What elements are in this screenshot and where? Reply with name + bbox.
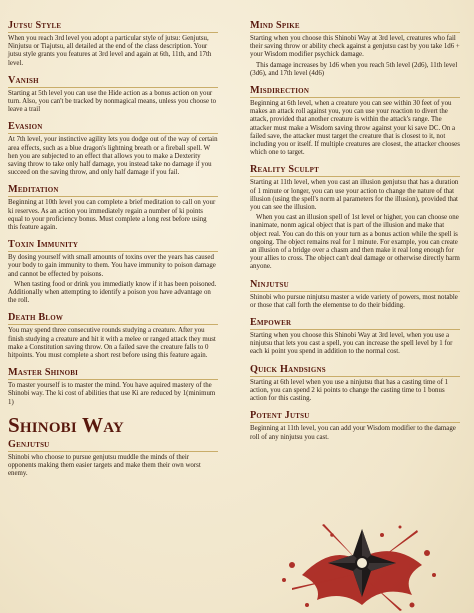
paragraph: Beginning at 10th level you can complete a brief meditation to call on your ki reserves. As an action you immediately regain a number of ki points equal to your proficiency bonus. Must complete a long rest before using this feature again. xyxy=(8,199,216,232)
left-column xyxy=(8,20,218,486)
paragraph: By dosing yourself with small amounts of toxins over the years has caused your body to gain immunity to them. You have immunity to poison damage and cannot be effected by poisons. xyxy=(8,254,216,278)
paragraph: When you cast an illusion spell of 1st level or higher, you can choose one inanimate, nonm agical object that is part of the illusion and make that object real. You can do this on your turn as a bonus action while the spell is ongoing. The object remains real for 1 minute. For example, you can create an illusion of a bridge over a chasm and then make it real long enough for your allies to cross. The object can't deal damage or otherwise directly harm anyone. xyxy=(250,214,460,271)
heading-ninjutsu: Ninjutsu xyxy=(250,279,460,292)
paragraph: To master yourself is to master the mind. You have aquired mastery of the Shinobi way. The ki cost of abilities that use Ki are reduced by 1(minimum 1) xyxy=(8,382,216,406)
heading-death-blow: Death Blow xyxy=(8,312,218,325)
heading-misdirection: Misdirection xyxy=(250,85,460,98)
heading-shinobi-way: Shinobi Way xyxy=(8,412,124,437)
paragraph: At 7th level, your instinctive agility lets you dodge out of the way of certain area effects, such as a blue dragon's lightning breath or a fireball spell. W hen you are subjected to an effect that allows you to make a Dexterity saving throw to take only half damage, you instead take no damage if you succeed on the saving throw, and only half damage if you fail. xyxy=(8,136,218,177)
heading-mind-spike: Mind Spike xyxy=(250,20,460,33)
section-reality-sculpt xyxy=(250,164,460,271)
section-mind-spike xyxy=(250,20,460,78)
section-master-shinobi xyxy=(8,367,218,407)
paragraph: Starting at 5th level you can use the Hide action as a bonus action on your turn. Also, you can't be tracked by nonmagical means, unless you choose to leave a trail xyxy=(8,89,217,114)
paragraph: Starting when you choose this Shinobi Way at 3rd level, creatures who fail their saving throw or ability check against a genjutsu cast by you take 1d6 + your Wisdom modifier psychick damage. xyxy=(250,35,460,59)
paragraph: Beginning at 6th level, when a creature you can see within 30 feet of you makes an attack roll against you, you can use your reaction to divert the attack, provided that another creature is within the attack's range. The attacker must make a Wisdom saving throw against your ki save DC. On a failed save, the attacker must target the creature that is closest to it, not including you or itself. If multiple creatures are closest, the attacker chooses which one to target. xyxy=(250,100,460,157)
paragraph: Starting at 11th level, when you cast an illusion genjutsu that has a duration of 1 minute or longer, you can use your action to change the nature of that illusion (using the spell's norm al parameters for the illusion), provided that you can see the illusion. xyxy=(250,179,459,212)
paragraph: Shinobi who choose to pursue genjutsu muddle the minds of their opponents making them easier targets and make them their own worst enemy. xyxy=(8,453,201,478)
section-death-blow xyxy=(8,312,218,360)
section-genjutsu xyxy=(8,439,218,479)
paragraph: When you reach 3rd level you adopt a particular style of jutsu: Genjutsu, Ninjutsu or Tiajutsu, all detailed at the end of the class description. Your jutsu style grants you features at 3rd level and again at 6th, 11th, and 17th level. xyxy=(8,35,212,67)
heading-evasion: Evasion xyxy=(8,121,218,134)
heading-meditation: Meditation xyxy=(8,184,218,197)
section-ninjutsu xyxy=(250,279,460,310)
right-column xyxy=(250,20,460,449)
section-toxin-immunity xyxy=(8,239,218,305)
heading-empower: Empower xyxy=(250,317,460,330)
shuriken-blood-splatter-icon xyxy=(262,505,442,613)
section-potent-jutsu xyxy=(250,410,460,441)
heading-jutsu-style: Jutsu Style xyxy=(8,20,218,33)
section-misdirection xyxy=(250,85,460,157)
paragraph: Shinobi who pursue ninjutsu master a wide variety of powers, most notable or those that call forth the elementse to do their bidding. xyxy=(250,293,458,309)
section-vanish xyxy=(8,75,218,115)
heading-toxin-immunity: Toxin Immunity xyxy=(8,239,218,252)
paragraph: You may spend three consecutive rounds studying a creature. After you finish studying a creature and hit it with a melee or ranged attack they must make a Constitution saving throw. On a failed save the creature falls to 0 hitpoints. You must complete a short rest before using this feature again. xyxy=(8,327,216,360)
paragraph: This damage increases by 1d6 when you reach 5th level (2d6), 11th level (3d6), and 17th level (4d6) xyxy=(250,61,458,77)
paragraph: Starting at 6th level when you use a ninjutsu that has a casting time of 1 action, you can spend 2 ki points to change the casting time to 1 bonus action for this casting. xyxy=(250,378,449,403)
section-jutsu-style xyxy=(8,20,218,68)
paragraph: Starting when you choose this Shinobi Way at 3rd level, when you use a ninjutsu that lets you cast a spell, you can increase the spell level by 1 for each ki point you spend in addition to the normal cost. xyxy=(250,332,453,356)
heading-reality-sculpt: Reality Sculpt xyxy=(250,164,460,177)
heading-genjutsu: Genjutsu xyxy=(8,439,218,452)
section-empower xyxy=(250,317,460,357)
heading-potent-jutsu: Potent Jutsu xyxy=(250,410,460,423)
section-quick-handsigns xyxy=(250,364,460,404)
section-meditation xyxy=(8,184,218,232)
heading-quick-handsigns: Quick Handsigns xyxy=(250,364,460,377)
paragraph: When tasting food or drink you immediatly know if it has been poisoned. Additionally when attempting to identify a poison you have advantage on the roll. xyxy=(8,280,217,305)
heading-vanish: Vanish xyxy=(8,75,218,88)
heading-master-shinobi: Master Shinobi xyxy=(8,367,218,380)
section-evasion xyxy=(8,121,218,177)
paragraph: Beginning at 11th level, you can add your Wisdom modifier to the damage roll of any ninjutsu you cast. xyxy=(250,425,456,441)
